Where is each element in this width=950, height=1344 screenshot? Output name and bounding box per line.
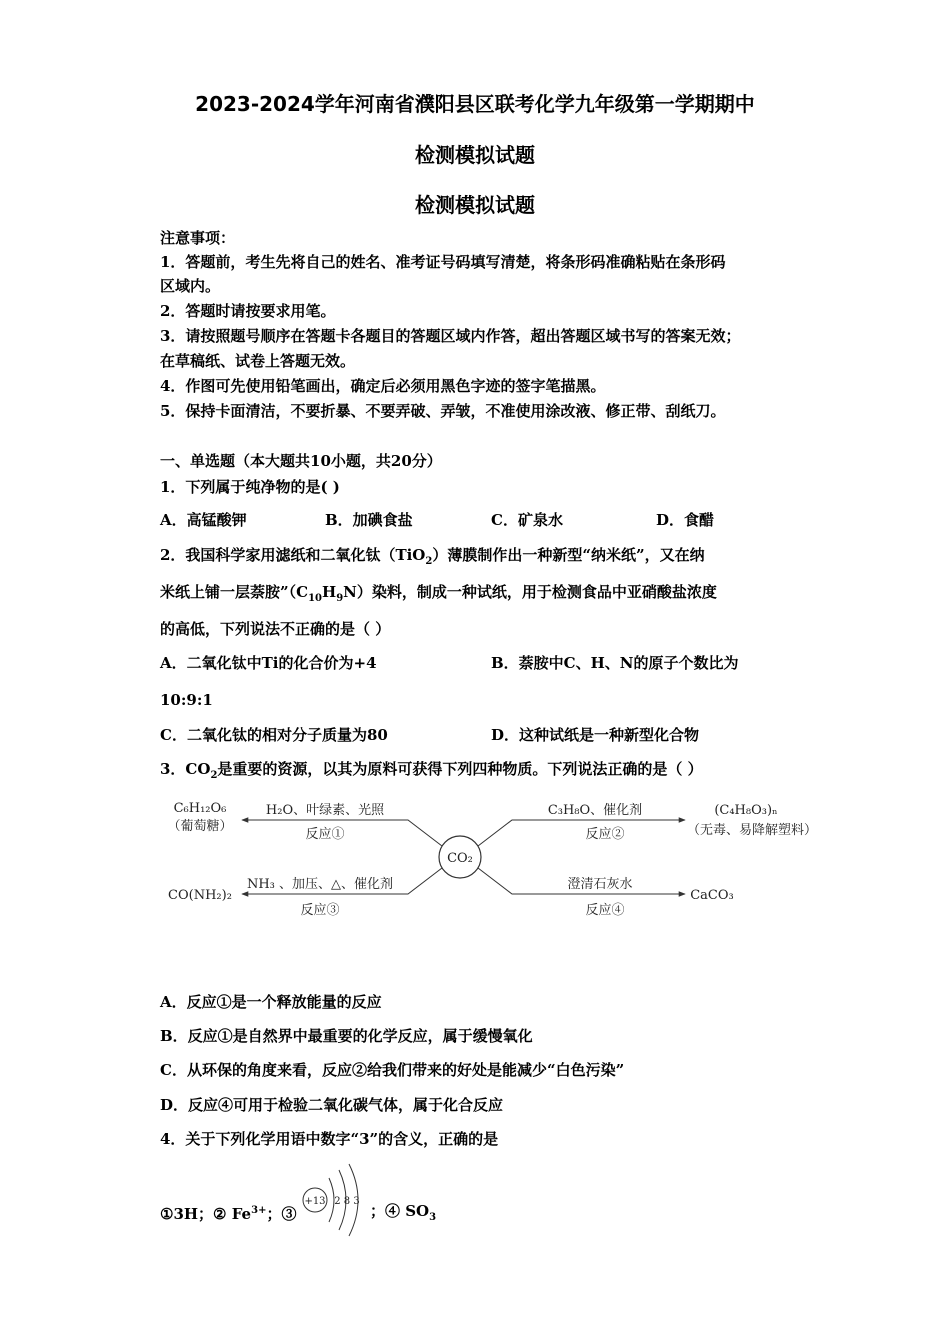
r2-product-note: （无毒、易降解塑料） <box>686 823 818 838</box>
r2-condition: C₃H₈O、催化剂 <box>547 803 643 818</box>
q1-option-c: C．矿泉水 <box>491 511 563 529</box>
r1-product: C₆H₁₂O₆ <box>173 801 227 816</box>
r4-product: CaCO₃ <box>690 888 734 903</box>
r1-condition: H₂O、叶绿素、光照 <box>265 803 385 818</box>
q3-option-c: C．从环保的角度来看，反应②给我们带来的好处是能减少“白色污染” <box>160 1061 625 1079</box>
r1-label: 反应① <box>305 827 345 842</box>
q3-option-b: B．反应①是自然界中最重要的化学反应，属于缓慢氧化 <box>160 1027 533 1045</box>
question-2-stem: 2．我国科学家用滤纸和二氧化钛（TiO$_2$）薄膜制作出一种新型“纳米纸”，又在纳 <box>160 546 705 567</box>
r1-product-note: （葡萄糖） <box>167 819 233 834</box>
notice-item: 5．保持卡面清洁，不要折暴、不要弄破、弄皱，不准使用涂改液、修正带、刮纸刀。 <box>160 402 726 420</box>
nucleus-charge: +13 <box>304 1196 326 1207</box>
r2-product: (C₄H₈O₃)ₙ <box>714 803 778 818</box>
r3-label: 反应③ <box>300 903 340 918</box>
co2-center-label: CO₂ <box>447 851 473 866</box>
notice-item: 2．答题时请按要求用笔。 <box>160 302 336 320</box>
q4-items-right: ；④ $SO_3$ <box>370 1202 437 1223</box>
question-2-stem-line2: 米纸上铺一层萘胺$”(C_{10}H_9N)$染料，制成一种试纸，用于检测食品中亚硝酸盐浓度 <box>160 583 717 604</box>
r3-product: CO(NH₂)₂ <box>168 888 232 903</box>
q2-option-a: A．二氧化钛中Ti的化合价为+4 <box>160 654 377 672</box>
q1-option-b: B．加碘食盐 <box>325 511 413 529</box>
page-subtitle-repeat: 检测模拟试题 <box>415 193 535 217</box>
q2-option-d: D．这种试纸是一种新型化合物 <box>491 726 700 744</box>
electron-shells: 2 8 3 <box>334 1196 360 1207</box>
notice-item: 3．请按照题号顺序在答题卡各题目的答题区域内作答，超出答题区域书写的答案无效； <box>160 327 741 345</box>
q2-option-b: B．萘胺中C、H、N的原子个数比为 <box>491 654 739 672</box>
page-subtitle: 检测模拟试题 <box>415 143 535 167</box>
r2-label: 反应② <box>585 827 625 842</box>
q3-option-d: D．反应④可用于检验二氧化碳气体，属于化合反应 <box>160 1096 504 1114</box>
notice-item: 4．作图可先使用铅笔画出，确定后必须用黑色字迹的签字笔描黑。 <box>160 377 606 395</box>
question-4-stem: 4．关于下列化学用语中数字“3”的含义，正确的是 <box>160 1130 499 1148</box>
notice-heading: 注意事项： <box>160 229 236 247</box>
co2-reaction-diagram <box>160 790 840 930</box>
r3-condition: NH₃ 、加压、△、催化剂 <box>246 877 394 892</box>
question-2-stem-line3: 的高低，下列说法不正确的是（ ） <box>160 620 391 638</box>
q1-option-a: A．高锰酸钾 <box>160 511 247 529</box>
page-title: 2023-2024学年河南省濮阳县区联考化学九年级第一学期期中 <box>195 92 755 116</box>
notice-item: 区域内。 <box>160 277 221 295</box>
question-1-stem: 1．下列属于纯净物的是( ) <box>160 478 340 496</box>
r4-condition: 澄清石灰水 <box>567 877 633 892</box>
atom-structure-diagram <box>295 1160 375 1240</box>
notice-item: 在草稿纸、试卷上答题无效。 <box>160 352 356 370</box>
q2-option-c: C．二氧化钛的相对分子质量为80 <box>160 726 388 744</box>
q1-option-d: D．食醋 <box>656 511 715 529</box>
question-3-stem: 3．$CO_2$是重要的资源，以其为原料可获得下列四种物质。下列说法正确的是（ ） <box>160 760 703 781</box>
r4-label: 反应④ <box>585 903 625 918</box>
notice-item: 1．答题前，考生先将自己的姓名、准考证号码填写清楚，将条形码准确粘贴在条形码 <box>160 253 726 271</box>
section-heading: 一、单选题（本大题共10小题，共20分） <box>160 452 442 470</box>
q2-option-b-continued: 10:9:1 <box>160 691 213 709</box>
q3-option-a: A．反应①是一个释放能量的反应 <box>160 993 382 1011</box>
q4-items-left: ①3H；② $Fe^{3+}$；③ <box>160 1205 297 1223</box>
